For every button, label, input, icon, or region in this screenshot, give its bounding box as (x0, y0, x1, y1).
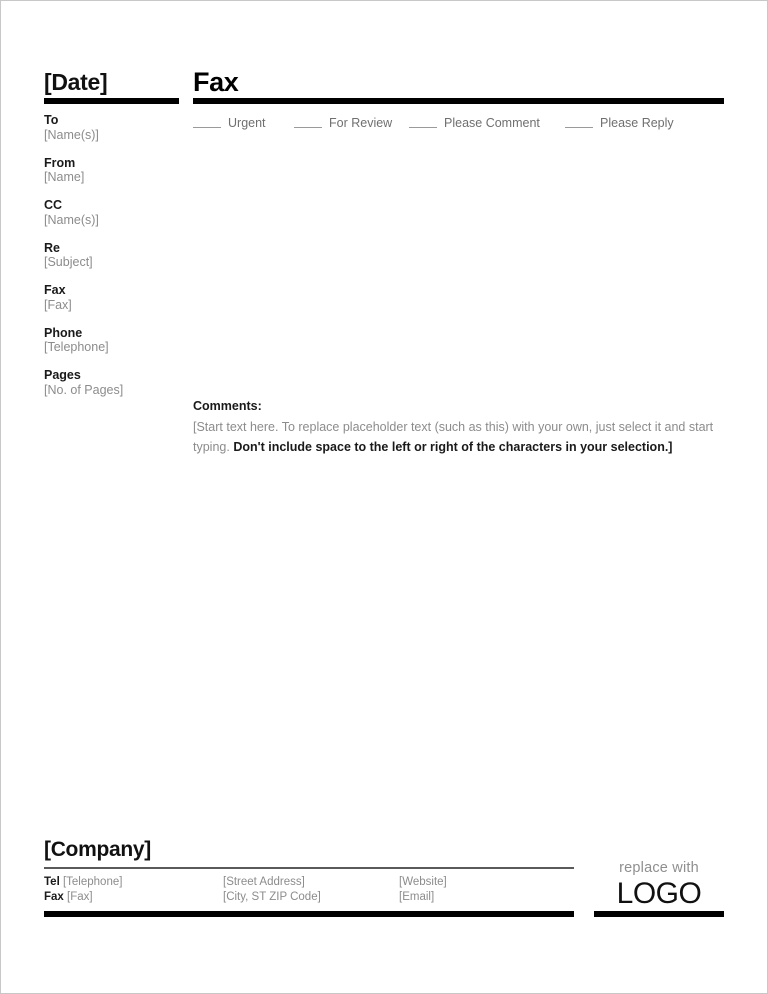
comments-placeholder-text: [Start text here. To replace placeholder text (such as this) with your own, just select it and start typing. (193, 420, 714, 455)
field-label: Re (44, 240, 60, 255)
footer-contact-value: [Email] (399, 891, 435, 904)
footer-contact-row[interactable] (223, 875, 321, 890)
field-pages (44, 368, 184, 398)
footer-column-2 (399, 875, 447, 905)
company-name-field[interactable]: [Company] (44, 838, 151, 861)
footer-contact-row[interactable] (399, 875, 447, 890)
footer-contact-columns (44, 875, 584, 905)
footer-contact-value: [Telephone] (62, 876, 123, 888)
footer-contact-label: Tel (44, 876, 60, 888)
footer-contact-label: Fax (44, 891, 64, 904)
footer-column-0 (44, 875, 122, 905)
footer-bottom-bar (44, 911, 574, 917)
logo-word: LOGO (616, 876, 702, 910)
field-label: Phone (44, 325, 83, 340)
field-label: Fax (44, 283, 66, 297)
title-underline-rule (193, 98, 724, 104)
footer-contact-row[interactable] (399, 890, 447, 905)
urgency-options-row (193, 113, 733, 131)
urgency-checkbox-blank[interactable] (294, 127, 322, 129)
logo-instruction-text: replace with (619, 860, 699, 876)
field-value[interactable]: [Name(s)] (44, 212, 99, 227)
footer-contact-value: [Website] (399, 876, 447, 888)
urgency-option-please-reply[interactable] (565, 113, 674, 131)
urgency-checkbox-blank[interactable] (193, 127, 221, 129)
field-label: CC (44, 198, 63, 212)
field-value[interactable]: [No. of Pages] (44, 382, 124, 397)
field-value[interactable]: [Name] (44, 170, 85, 185)
field-label: From (44, 155, 76, 170)
urgency-option-label: Urgent (228, 116, 266, 131)
urgency-checkbox-blank[interactable] (409, 127, 437, 129)
company-underline-rule (44, 867, 574, 869)
field-from (44, 156, 184, 186)
footer-column-1 (223, 875, 321, 905)
date-field[interactable]: [Date] (44, 69, 108, 95)
date-underline-rule (44, 98, 179, 104)
comments-section (193, 399, 723, 458)
urgency-option-urgent[interactable] (193, 113, 266, 131)
urgency-checkbox-blank[interactable] (565, 127, 593, 129)
comments-body[interactable] (193, 417, 723, 458)
field-value[interactable]: [Name(s)] (44, 127, 99, 142)
field-value[interactable]: [Subject] (44, 255, 93, 270)
urgency-option-please-comment[interactable] (409, 113, 540, 131)
footer-contact-row[interactable] (223, 890, 321, 905)
field-to (44, 113, 184, 143)
field-phone (44, 326, 184, 356)
urgency-option-label: For Review (329, 116, 393, 131)
field-label: Pages (44, 368, 81, 382)
footer-contact-value: [Fax] (67, 891, 93, 904)
urgency-option-label: Please Comment (444, 116, 540, 131)
urgency-option-for-review[interactable] (294, 113, 392, 131)
field-label: To (44, 113, 59, 127)
logo-bottom-bar (594, 911, 724, 917)
field-cc (44, 198, 184, 228)
logo-placeholder[interactable] (594, 861, 724, 909)
field-re (44, 241, 184, 271)
footer-contact-row[interactable] (44, 890, 122, 905)
footer-contact-value: [Street Address] (223, 876, 305, 888)
footer-contact-value: [City, ST ZIP Code] (223, 891, 321, 904)
field-value[interactable]: [Telephone] (44, 340, 109, 355)
field-value[interactable]: [Fax] (44, 297, 72, 312)
footer-contact-row[interactable] (44, 875, 122, 890)
recipient-fields-list (44, 113, 184, 411)
comments-emphasis-text: Don't include space to the left or right of the characters in your selection.] (233, 440, 673, 455)
urgency-option-label: Please Reply (600, 116, 674, 131)
page-title: Fax (193, 67, 239, 97)
field-fax (44, 283, 184, 313)
comments-heading: Comments: (193, 399, 262, 413)
